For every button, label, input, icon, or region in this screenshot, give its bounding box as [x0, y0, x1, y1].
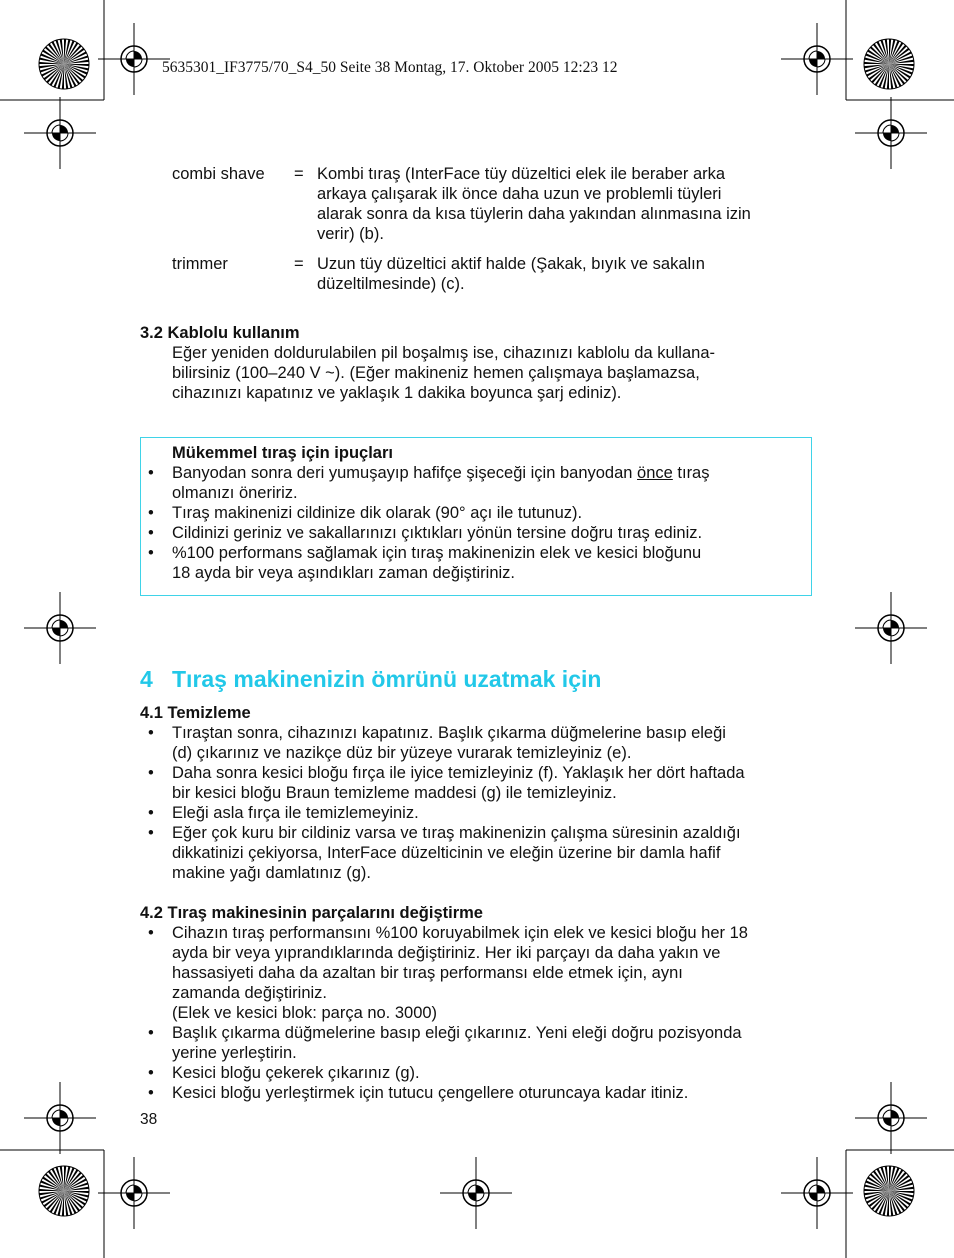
- item-line: zamanda değiştiriniz.: [172, 984, 327, 1002]
- bullet: •: [148, 924, 154, 942]
- section-3-2-body: [172, 343, 812, 403]
- section-4-2-title: 4.2 Tıraş makinesinin parçalarını değiştirme: [140, 904, 483, 922]
- def-line: Kombi tıraş (InterFace tüy düzeltici elek ile beraber arka: [317, 165, 726, 183]
- star-target: [39, 39, 89, 89]
- chapter-4-heading: [140, 666, 601, 693]
- star-target: [864, 39, 914, 89]
- def-line: alarak sonra da kısa tüylerin daha yakından alınmasına izin: [317, 205, 751, 223]
- tip-line: Cildinizi geriniz ve sakallarınızı çıktıkları yönün tersine doğru tıraş ediniz.: [172, 524, 703, 542]
- bullet: •: [148, 464, 154, 482]
- item-line: Eleği asla fırça ile temizlemeyiniz.: [172, 804, 419, 822]
- item-line: Tıraştan sonra, cihazınızı kapatınız. Başlık çıkarma düğmelerine basıp eleği: [172, 724, 726, 742]
- item-line: Kesici bloğu yerleştirmek için tutucu çengellere oturuncaya kadar itiniz.: [172, 1084, 689, 1102]
- chapter-number: 4: [140, 666, 153, 692]
- body-line: Eğer yeniden doldurulabilen pil boşalmış ise, cihazınızı kablolu da kullana-: [172, 344, 715, 362]
- def-line: düzeltilmesinde) (c).: [317, 275, 465, 293]
- def-line: Uzun tüy düzeltici aktif halde (Şakak, bıyık ve sakalın: [317, 255, 705, 273]
- tips-list: [146, 463, 814, 583]
- tip-line: 18 ayda bir veya aşındıkları zaman değiştiriniz.: [172, 564, 516, 582]
- bullet: •: [148, 1064, 154, 1082]
- chapter-title: Tıraş makinenizin ömrünü uzatmak için: [172, 666, 602, 692]
- mode-definition: [317, 164, 817, 244]
- item-line: Daha sonra kesici bloğu fırça ile iyice temizleyiniz (f). Yaklaşık her dört haftada: [172, 764, 745, 782]
- page-number: 38: [140, 1111, 158, 1128]
- section-4-2-list: [146, 923, 814, 1103]
- list-item: [146, 503, 814, 523]
- item-line: (d) çıkarınız ve nazikçe düz bir yüzeye vurarak temizleyiniz (e).: [172, 744, 632, 762]
- bullet: •: [148, 1084, 154, 1102]
- bullet: •: [148, 824, 154, 842]
- bullet: •: [148, 804, 154, 822]
- item-line: yerine yerleştirin.: [172, 1044, 297, 1062]
- item-line: Eğer çok kuru bir cildiniz varsa ve tıraş makinenizin çalışma süresinin azaldığı: [172, 824, 741, 842]
- bullet: •: [148, 724, 154, 742]
- star-target: [864, 1166, 914, 1216]
- mode-eq: =: [294, 255, 304, 273]
- bullet: •: [148, 764, 154, 782]
- tip-text: tıraş: [672, 464, 710, 482]
- body-line: cihazınızı kapatınız ve yaklaşık 1 dakika boyunca şarj ediniz).: [172, 384, 622, 402]
- list-item: [146, 1023, 814, 1063]
- item-line: Cihazın tıraş performansını %100 koruyabilmek için elek ve kesici bloğu her 18: [172, 924, 748, 942]
- item-line: hassasiyeti daha da azaltan bir tıraş performansı elde etmek için, aynı: [172, 964, 683, 982]
- star-target: [39, 1166, 89, 1216]
- item-line: bir kesici bloğu Braun temizleme maddesi (g) ile temizleyiniz.: [172, 784, 617, 802]
- tip-text: Banyodan sonra deri yumuşayıp hafifçe şişeceği için banyodan: [172, 464, 638, 482]
- tip-line: %100 performans sağlamak için tıraş makinenizin elek ve kesici bloğunu: [172, 544, 702, 562]
- list-item: [146, 823, 814, 883]
- bullet: •: [148, 544, 154, 562]
- list-item: [146, 1063, 814, 1083]
- bullet: •: [148, 504, 154, 522]
- item-line: (Elek ve kesici blok: parça no. 3000): [172, 1004, 438, 1022]
- bullet: •: [148, 524, 154, 542]
- item-line: dikkatinizi çekiyorsa, InterFace düzelticinin ve eleğin üzerine bir damla hafif: [172, 844, 721, 862]
- list-item: [146, 723, 814, 763]
- print-header: 5635301_IF3775/70_S4_50 Seite 38 Montag, 17. Oktober 2005 12:23 12: [162, 59, 618, 76]
- def-line: verir) (b).: [317, 225, 384, 243]
- list-item: [146, 803, 814, 823]
- list-item: [146, 1083, 814, 1103]
- mode-eq: =: [294, 165, 304, 183]
- section-4-1-title: 4.1 Temizleme: [140, 704, 251, 722]
- mode-definition: [317, 254, 817, 294]
- item-line: ayda bir veya yıprandıklarında değiştiriniz. Her iki parçayı da daha yakın ve: [172, 944, 721, 962]
- item-line: makine yağı damlatınız (g).: [172, 864, 371, 882]
- tip-underlined: önce: [637, 464, 673, 482]
- def-line: arkaya çalışarak ilk önce daha uzun ve problemli tüyleri: [317, 185, 722, 203]
- item-line: Başlık çıkarma düğmelerine basıp eleği çıkarınız. Yeni eleği doğru pozisyonda: [172, 1024, 742, 1042]
- mode-label: combi shave: [172, 165, 265, 183]
- list-item: [146, 543, 814, 583]
- bullet: •: [148, 1024, 154, 1042]
- body-line: bilirsiniz (100–240 V ~). (Eğer makineniz hemen çalışmaya başlamazsa,: [172, 364, 700, 382]
- list-item: [146, 923, 814, 1023]
- list-item: [146, 763, 814, 803]
- list-item: [146, 523, 814, 543]
- list-item: [146, 463, 814, 503]
- section-3-2-title: 3.2 Kablolu kullanım: [140, 324, 300, 342]
- tip-line: [172, 463, 814, 483]
- tip-line: olmanızı öneririz.: [172, 484, 298, 502]
- mode-label: trimmer: [172, 255, 228, 273]
- item-line: Kesici bloğu çekerek çıkarınız (g).: [172, 1064, 420, 1082]
- tips-title: Mükemmel tıraş için ipuçları: [172, 444, 393, 462]
- section-4-1-list: [146, 723, 814, 883]
- tip-line: Tıraş makinenizi cildinize dik olarak (90° açı ile tutunuz).: [172, 504, 583, 522]
